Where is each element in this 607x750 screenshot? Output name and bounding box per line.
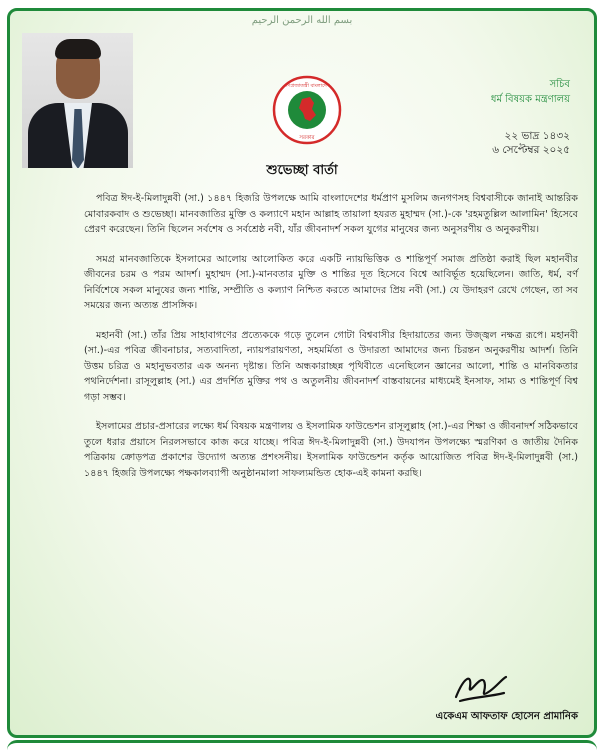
official-portrait	[22, 33, 133, 168]
bangla-date: ২২ ভাদ্র ১৪৩২	[504, 130, 570, 142]
next-frame-edge	[7, 740, 597, 750]
paragraph-1: পবিত্র ঈদ-ই-মিলাদুন্নবী (সা.) ১৪৪৭ হিজরি উপলক্ষে আমি বাংলাদেশের ধর্মপ্রাণ মুসলিম জনগণসহ বিশ্ববাসীকে জানাই আন্তরিক মোবারকবাদ ও শুভেচ্ছা। মানবজাতির মুক্তি ও কল্যাণে মহান আল্লাহ তায়ালা হযরত মুহাম্মদ (সা.)-কে 'রহমতুল্লিল আলামিন' হিসেবে প্রেরণ করেছেন। তিনি ছিলেন সর্বশেষ ও সর্বশ্রেষ্ঠ নবী, যাঁর জীবনাদর্শ সকল যুগের মানুষের জন্য অনুসরণীয় ও অনুকরণীয়।	[84, 193, 578, 235]
paragraph-3: মহানবী (সা.) তাঁর প্রিয় সাহাবাগণের প্রত্যেককে গড়ে তুলেন গোটা বিশ্ববাসীর হিদায়াতের জন্য উজ্জ্বল নক্ষত্র রূপে। মহানবী (সা.)-এর পবিত্র জীবনাচার, সত্যবাদিতা, ন্যায়পরায়ণতা, সহমর্মিতা ও উদারতা আমাদের জন্য চিরন্তন অনুকরণীয় আদর্শ। তিনি উত্তম চরিত্র ও মহানুভবতার এক অনন্য দৃষ্টান্ত। তিনি অন্ধকারাচ্ছন্ন পৃথিবীতে এনেছিলেন জ্ঞানের আলো, শান্তি ও মানবিকতার পথনির্দেশনা। রাসূলুল্লাহ (সা.) এর প্রদর্শিত মুক্তির পথ ও অতুলনীয় জীবনাদর্শ বাস্তবায়নের মাধ্যমেই ইনসাফ, সাম্য ও শান্তিপূর্ণ বিশ্ব গড়া সম্ভব।	[84, 329, 578, 403]
message-body	[84, 191, 578, 495]
handwritten-signature	[450, 667, 510, 707]
designation: সচিব	[549, 79, 570, 90]
bismillah-calligraphy: بسم الله الرحمن الرحيم	[251, 15, 353, 26]
seal-text-bottom: সরকার	[299, 135, 315, 141]
signer-name: একেএম আফতাফ হোসেন প্রামানিক	[435, 711, 578, 722]
seal-text-top: গণপ্রজাতন্ত্রী বাংলাদেশ	[284, 83, 330, 89]
gregorian-date: ৬ সেপ্টেম্বর ২০২৫	[492, 144, 570, 156]
office-block	[491, 77, 570, 107]
paragraph-4: ইসলামের প্রচার-প্রসারের লক্ষ্যে ধর্ম বিষয়ক মন্ত্রণালয় ও ইসলামিক ফাউন্ডেশন রাসূলুল্লাহ (সা.)-এর শিক্ষা ও জীবনাদর্শ সঠিকভাবে তুলে ধরার প্রয়াসে নিরলসভাবে কাজ করে যাচ্ছে। পবিত্র ঈদ-ই-মিলাদুন্নবী (সা.) উদযাপন উপলক্ষ্যে স্মরণিকা ও জাতীয় দৈনিক পত্রিকায় ক্রোড়পত্র প্রকাশের উদ্যোগ অত্যন্ত প্রশংসনীয়। ইসলামিক ফাউন্ডেশন কর্তৃক আয়োজিত পবিত্র ঈদ-ই-মিলাদুন্নবী (সা.) ১৪৪৭ হিজরি উপলক্ষ্যে পক্ষকালব্যাপী অনুষ্ঠানমালা সাফল্যমন্ডিত হোক-এই কামনা করছি।	[84, 421, 578, 479]
message-title: শুভেচ্ছা বার্তা	[266, 163, 338, 178]
government-seal-icon	[272, 75, 342, 145]
paragraph-2: সমগ্র মানবজাতিকে ইসলামের আলোয় আলোকিত করে একটি ন্যায়ভিত্তিক ও শান্তিপূর্ণ সমাজ প্রতিষ্ঠা করাই ছিল মহানবীর জীবনের চরম ও পরম আদর্শ। মুহাম্মদ (সা.)-মানবতার মুক্তি ও শান্তির দূত হিসেবে বিশ্বে আবির্ভূত হয়েছিলেন। জাতি, ধর্ম, বর্ণ নির্বিশেষে সকল মানুষের জন্য শান্তি, সম্প্রীতি ও কল্যাণ নিশ্চিত করতে আমাদের প্রিয় নবী (সা.) যে উদাহরণ রেখে গেছেন, তা সব সময়ের জন্য অত্যন্ত প্রাসঙ্গিক।	[84, 253, 578, 311]
date-block	[492, 129, 570, 157]
message-frame	[7, 8, 597, 738]
ministry-name: ধর্ম বিষয়ক মন্ত্রণালয়	[490, 94, 570, 105]
